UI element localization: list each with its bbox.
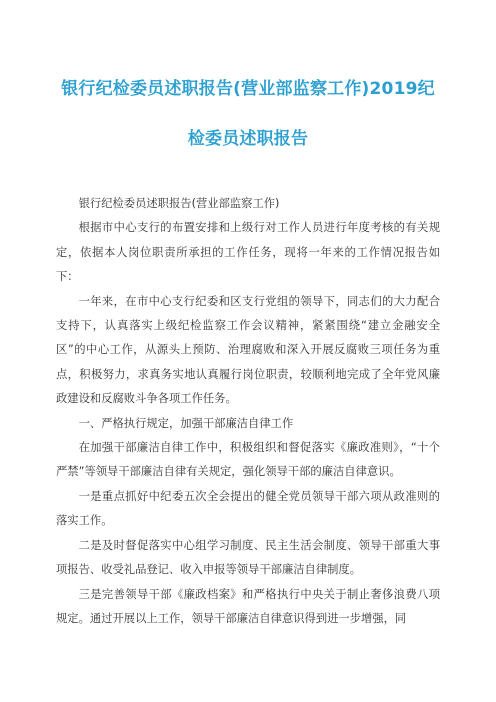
paragraph-point-1: 一是重点抓好中纪委五次全会提出的健全党员领导干部六项从政准则的落实工作。 [56,489,440,528]
paragraph-point-2: 二是及时督促落实中心组学习制度、民主生活会制度、领导干部重大事项报告、收受礼品登记、收入申报等领导干部廉洁自律制度。 [56,538,440,577]
paragraph-summary: 一年来，在市中心支行纪委和区支行党组的领导下，同志们的大力配合支持下，认真落实上级纪检监察工作会议精神，紧紧围绕“建立金融安全区”的中心工作，从源头上预防、治理腐败和深入开展反腐败三项任务为重点，积极努力，求真务实地认真履行岗位职责，较顺利地完成了全年党风廉政建设和反腐败斗争各项工作任务。 [56,294,440,406]
paragraph-point-3: 三是完善领导干部《廉政档案》和严格执行中央关于制止奢侈浪费八项规定。通过开展以上工作，领导干部廉洁自律意识得到进一步增强，同 [56,587,440,625]
document-title: 银行纪检委员述职报告(营业部监察工作)2019纪检委员述职报告 [61,79,435,149]
section-heading-1: 一、严格执行规定，加强干部廉洁自律工作 [78,416,294,430]
paragraph-subtitle: 银行纪检委员述职报告(营业部监察工作) [78,197,280,210]
paragraph-intro: 根据市中心支行的布置安排和上级行对工作人员进行年度考核的有关规定，依据本人岗位职责所承担的工作任务，现将一年来的工作情况报告如下： [56,221,440,284]
document-body [56,192,440,631]
paragraph-section-1: 在加强干部廉洁自律工作中，积极组织和督促落实《廉政准则》，“十个严禁”等领导干部廉洁自律有关规定，强化领导干部的廉洁自律意识。 [56,441,440,479]
